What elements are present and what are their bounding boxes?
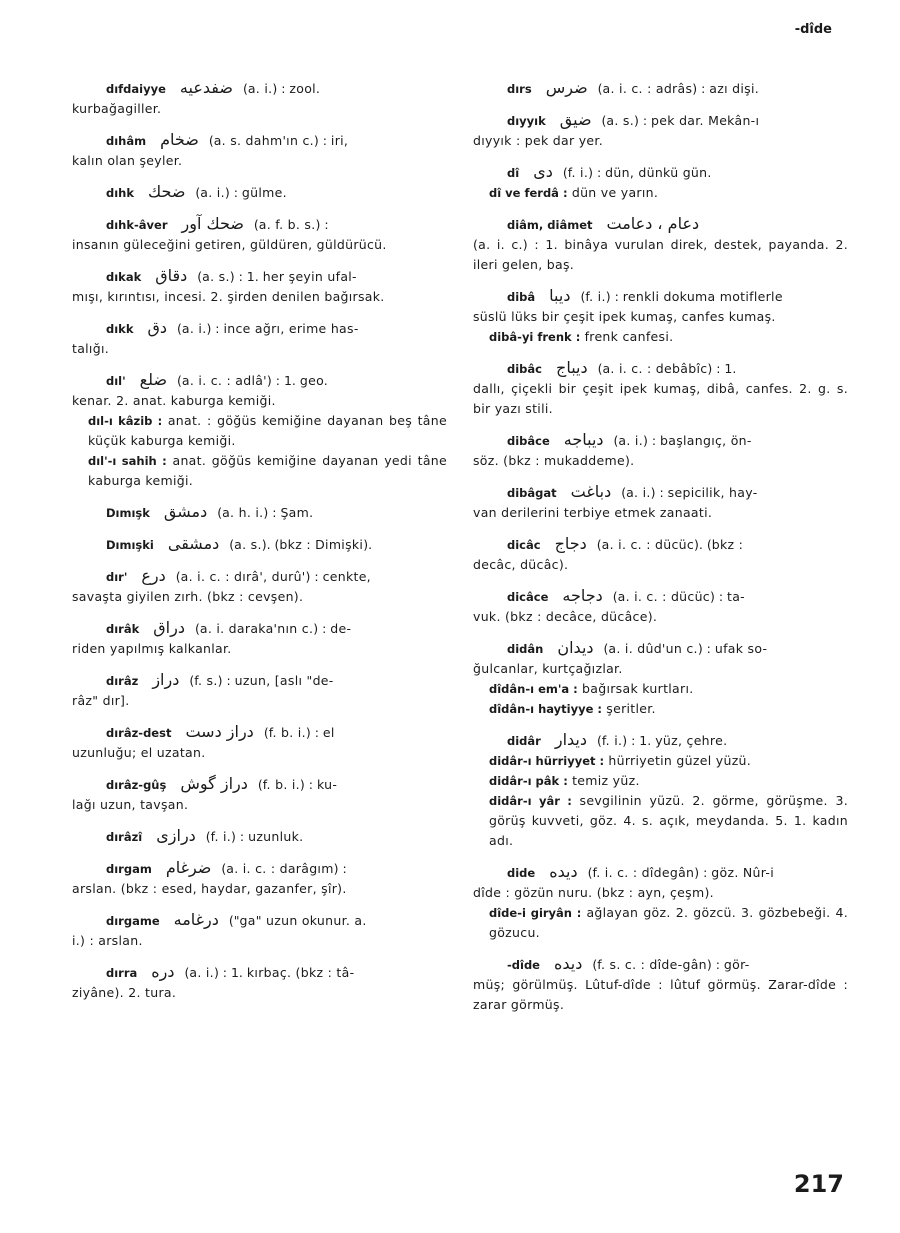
grammar-note: (a. i.) : zool. [242,81,321,96]
definition: söz. (bkz : mukaddeme). [473,453,635,468]
sub-headword: dîdân-ı haytiyye : [489,702,602,716]
definition: arslan. (bkz : esed, haydar, gazanfer, şîr). [72,881,347,896]
grammar-note: (a. s.). (bkz : Dimişki). [229,537,373,552]
sub-entry [473,699,848,719]
grammar-note: (f. s.) : uzun, [aslı "de- [189,673,334,688]
headword: dırâz-gûş [106,778,167,792]
definition: talığı. [72,341,109,356]
sub-definition: şeritler. [606,701,656,716]
left-column [72,78,447,1014]
grammar-note: (a. i. dûd'un c.) : ufak so- [603,641,768,656]
arabic-script: درازی [156,826,196,845]
entry-line [72,962,447,983]
entry-line [72,130,447,151]
headword: didân [507,642,544,656]
dictionary-entry [473,730,848,851]
arabic-script: دیبا [549,286,571,305]
dictionary-entry [72,962,447,1003]
arabic-script: دمشقی [167,534,220,553]
headword: dırâz [106,674,139,688]
grammar-note: (f. i.) : 1. yüz, çehre. [597,733,728,748]
grammar-note: (a. i.) : sepicilik, hay- [621,485,758,500]
entry-line [473,534,848,555]
headword: dırs [507,82,532,96]
headword: dibâc [507,362,542,376]
sub-definition: dün ve yarın. [571,185,659,200]
dictionary-entry [473,286,848,347]
headword: diâm, diâmet [507,218,593,232]
headword: dırgame [106,914,160,928]
headword: dicâc [507,538,541,552]
definition: kurbağagiller. [72,101,162,116]
definition: kenar. 2. anat. kaburga kemiği. [72,393,276,408]
entry-line [72,826,447,847]
entry-line [72,266,447,287]
dictionary-entry [473,358,848,419]
headword: dicâce [507,590,549,604]
dictionary-entry [473,534,848,575]
dictionary-entry [72,618,447,659]
headword: Dımışk [106,506,150,520]
arabic-script: دراز [152,670,180,689]
dictionary-entry [72,502,447,523]
arabic-script: دیده [549,862,578,881]
headword: dıl' [106,374,126,388]
sub-definition: bağırsak kurtları. [582,681,694,696]
entry-line [72,214,447,235]
dictionary-entry [473,638,848,719]
grammar-note: (f. s. c. : dîde-gân) : gör- [592,957,750,972]
arabic-script: ضحك آور [181,214,244,233]
headword: dibâ [507,290,536,304]
arabic-script: دراز دست [185,722,254,741]
headword: dıhâm [106,134,147,148]
sub-headword: dîde-i giryân : [489,906,582,920]
dictionary-entry [473,862,848,943]
headword: dıhk-âver [106,218,168,232]
entry-line [72,618,447,639]
sub-entry [473,791,848,851]
grammar-note: (f. i. c. : dîdegân) : göz. Nûr-i [587,865,774,880]
arabic-script: دعام ، دعامت [606,214,700,233]
grammar-note: (a. i. c. : dücüc) : ta- [612,589,745,604]
grammar-note: (a. i.) : başlangıç, ön- [613,433,752,448]
entry-line [473,586,848,607]
grammar-note: (f. b. i.) : el [263,725,335,740]
entry-line [473,482,848,503]
entry-line [473,430,848,451]
grammar-note: (a. h. i.) : Şam. [217,505,314,520]
grammar-note: (a. i.) : ince ağrı, erime has- [177,321,359,336]
grammar-note: (f. i.) : uzunluk. [205,829,304,844]
grammar-note: (a. i. c. : darâgım) : [221,861,347,876]
sub-headword: dî ve ferdâ : [489,186,568,200]
grammar-note: (f. b. i.) : ku- [257,777,338,792]
dictionary-entry [72,266,447,307]
headword: dıkk [106,322,134,336]
grammar-note: (a. i. c. : dücüc). (bkz : [596,537,744,552]
entry-line [72,722,447,743]
arabic-script: دی [533,162,553,181]
entry-line [72,670,447,691]
sub-definition: anat. göğüs kemiğine dayanan yedi tâne kaburga kemiği. [88,453,447,488]
dictionary-entry [473,78,848,99]
arabic-script: دراق [153,618,185,637]
dictionary-entry [72,722,447,763]
dictionary-entry [473,430,848,471]
grammar-note: (a. i. daraka'nın c.) : de- [194,621,352,636]
arabic-script: درغامه [173,910,219,929]
headword: dıfdaiyye [106,82,166,96]
dictionary-entry [473,110,848,151]
arabic-script: دیدان [557,638,594,657]
sub-entry [473,183,848,203]
dictionary-entry [72,826,447,847]
definition: (a. i. c.) : 1. binâya vurulan direk, destek, payanda. 2. ileri gelen, baş. [473,237,848,272]
definition: insanın güleceğini getiren, güldüren, güldürücü. [72,237,387,252]
dictionary-entry [72,858,447,899]
entry-line [473,286,848,307]
grammar-note: (f. i.) : renkli dokuma motiflerle [580,289,783,304]
grammar-note: (a. i. c. : adrâs) : azı dişi. [597,81,760,96]
sub-headword: didâr-ı hürriyyet : [489,754,605,768]
entry-line [72,910,447,931]
grammar-note: ("ga" uzun okunur. a. [228,913,367,928]
entry-line [72,774,447,795]
sub-headword: didâr-ı yâr : [489,794,572,808]
arabic-script: دیباجه [563,430,604,449]
dictionary-entry [72,566,447,607]
definition: lağı uzun, tavşan. [72,797,189,812]
dictionary-entry [473,586,848,627]
dictionary-entry [72,370,447,491]
arabic-script: دقاق [155,266,188,285]
headword: Dımışki [106,538,154,552]
right-column [473,78,848,1026]
dictionary-entry [473,162,848,203]
sub-headword: dibâ-yi frenk : [489,330,581,344]
grammar-note: (a. s.) : 1. her şeyin ufal- [197,269,357,284]
headword: dırgam [106,862,152,876]
entry-line [473,358,848,379]
definition: i.) : arslan. [72,933,143,948]
grammar-note: (a. f. b. s.) : [253,217,329,232]
dictionary-entry [72,182,447,203]
definition: uzunluğu; el uzatan. [72,745,206,760]
sub-definition: anat. : göğüs kemiğine dayanan beş tâne küçük kaburga kemiği. [88,413,447,448]
entry-line [72,78,447,99]
headword: dî [507,166,520,180]
headword: didâr [507,734,541,748]
arabic-script: ضیق [559,110,592,129]
sub-definition: sevgilinin yüzü. 2. görme, görüşme. 3. görüş kuvveti, göz. 4. s. açık, meydanda. 5. 1. kadın adı. [489,793,848,848]
dictionary-entry [72,214,447,255]
grammar-note: (a. s. dahm'ın c.) : iri, [208,133,349,148]
arabic-script: دراز گوش [180,774,248,793]
sub-headword: dıl-ı kâzib : [88,414,163,428]
arabic-script: ضفدعیه [179,78,233,97]
dictionary-entry [473,954,848,1015]
headword: dırâk [106,622,140,636]
entry-line [473,214,848,235]
arabic-script: دق [147,318,168,337]
headword: dırâz-dest [106,726,172,740]
grammar-note: (a. i.) : 1. kırbaç. (bkz : tâ- [184,965,355,980]
sub-entry [72,451,447,491]
arabic-script: دیباج [555,358,588,377]
sub-definition: frenk canfesi. [584,329,674,344]
entry-line [72,182,447,203]
grammar-note: (a. i.) : gülme. [195,185,287,200]
entry-line [473,78,848,99]
grammar-note: (f. i.) : dün, dünkü gün. [562,165,712,180]
entry-line [72,858,447,879]
headword: dıkak [106,270,142,284]
definition: kalın olan şeyler. [72,153,183,168]
definition: süslü lüks bir çeşit ipek kumaş, canfes kumaş. [473,309,776,324]
entry-line [72,318,447,339]
dictionary-entry [473,214,848,275]
grammar-note: (a. s.) : pek dar. Mekân-ı [601,113,760,128]
definition: vuk. (bkz : decâce, dücâce). [473,609,658,624]
sub-entry [473,679,848,699]
definition: dallı, çiçekli bir çeşit ipek kumaş, dibâ, canfes. 2. g. s. bir yazı stili. [473,381,848,416]
arabic-script: دیدار [554,730,587,749]
definition: dıyyık : pek dar yer. [473,133,603,148]
sub-headword: dîdân-ı em'a : [489,682,578,696]
definition: riden yapılmış kalkanlar. [72,641,232,656]
headword: dırra [106,966,138,980]
dictionary-entry [473,482,848,523]
sub-definition: hürriyetin güzel yüzü. [608,753,752,768]
headword: -dîde [507,958,540,972]
sub-entry [473,751,848,771]
arabic-script: دمشق [163,502,208,521]
page-number: 217 [793,1170,844,1198]
definition: ğulcanlar, kurtçağızlar. [473,661,623,676]
arabic-script: دباغت [570,482,612,501]
arabic-script: دره [151,962,175,981]
definition: savaşta giyilen zırh. (bkz : cevşen). [72,589,304,604]
definition: decâc, dücâc). [473,557,569,572]
entry-line [473,638,848,659]
headword: dıhk [106,186,135,200]
dictionary-entry [72,910,447,951]
arabic-script: ضخام [160,130,199,149]
headword: dibâgat [507,486,557,500]
dictionary-entry [72,130,447,171]
entry-line [72,534,447,555]
definition: mışı, kırıntısı, incesi. 2. şirden denilen bağırsak. [72,289,385,304]
headword: dibâce [507,434,550,448]
dictionary-entry [72,774,447,815]
arabic-script: درع [141,566,166,585]
sub-entry [473,771,848,791]
headword: dide [507,866,536,880]
arabic-script: ضرس [545,78,588,97]
entry-line [72,370,447,391]
running-head: -dîde [794,22,832,37]
definition: ziyâne). 2. tura. [72,985,177,1000]
arabic-script: دجاج [554,534,587,553]
sub-headword: didâr-ı pâk : [489,774,568,788]
dictionary-entry [72,670,447,711]
grammar-note: (a. i. c. : adlâ') : 1. geo. [177,373,329,388]
dictionary-entry [72,534,447,555]
arabic-script: دجاجه [562,586,603,605]
sub-entry [72,411,447,451]
grammar-note: (a. i. c. : debâbîc) : 1. [597,361,737,376]
headword: dırâzî [106,830,143,844]
entry-line [473,730,848,751]
headword: dır' [106,570,128,584]
arabic-script: ضلع [139,370,168,389]
dictionary-entry [72,78,447,119]
headword: dıyyık [507,114,546,128]
entry-line [473,954,848,975]
sub-headword: dıl'-ı sahih : [88,454,167,468]
definition: van derilerini terbiye etmek zanaati. [473,505,713,520]
arabic-script: دیده [553,954,583,973]
arabic-script: ضرغام [165,858,212,877]
sub-definition: temiz yüz. [572,773,640,788]
entry-line [473,110,848,131]
entry-line [72,502,447,523]
grammar-note: (a. i. c. : dırâ', durû') : cenkte, [175,569,371,584]
sub-entry [473,327,848,347]
entry-line [473,862,848,883]
definition: dîde : gözün nuru. (bkz : ayn, çeşm). [473,885,714,900]
arabic-script: ضحك [148,182,186,201]
definition: müş; görülmüş. Lûtuf-dîde : lûtuf görmüş. Zarar-dîde : zarar görmüş. [473,977,848,1012]
sub-entry [473,903,848,943]
entry-line [72,566,447,587]
dictionary-entry [72,318,447,359]
entry-line [473,162,848,183]
sub-definition: ağlayan göz. 2. gözcü. 3. gözbebeği. 4. gözucu. [489,905,848,940]
definition: râz" dır]. [72,693,130,708]
